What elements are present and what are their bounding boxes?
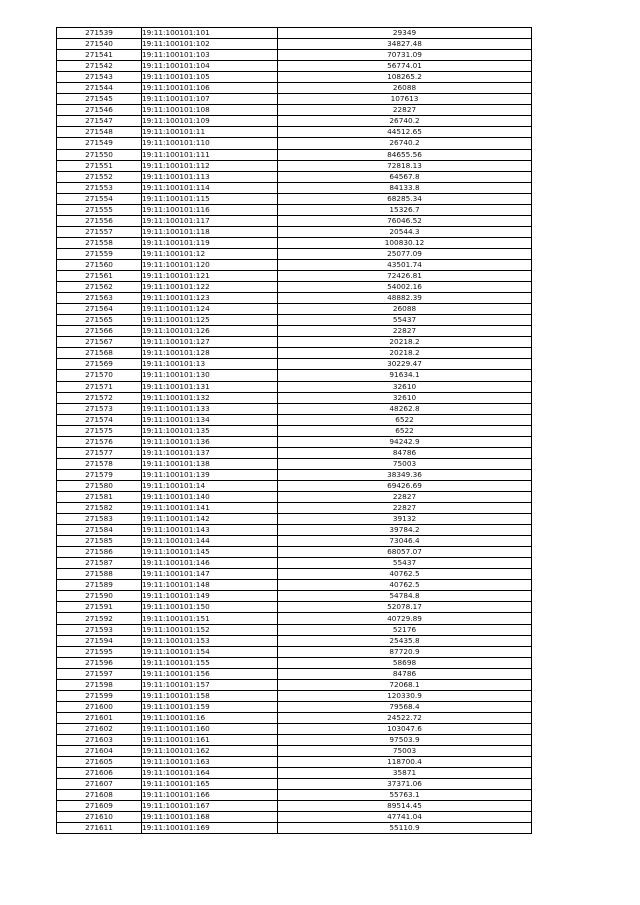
table-row [57, 248, 532, 259]
table-row [57, 337, 532, 348]
value-cell: 44512.65 [278, 127, 532, 138]
table-row [57, 547, 532, 558]
value-cell: 48882.39 [278, 293, 532, 304]
cadastral-number-cell: 19:11:100101:122 [142, 282, 278, 293]
table-row [57, 293, 532, 304]
value-cell: 47741.04 [278, 812, 532, 823]
value-cell: 64567.8 [278, 171, 532, 182]
value-cell: 84133.8 [278, 182, 532, 193]
cadastral-number-cell: 19:11:100101:136 [142, 436, 278, 447]
value-cell: 54784.8 [278, 591, 532, 602]
cadastral-number-cell: 19:11:100101:157 [142, 679, 278, 690]
table-row [57, 613, 532, 624]
table-row [57, 160, 532, 171]
value-cell: 52078.17 [278, 602, 532, 613]
cadastral-number-cell: 19:11:100101:154 [142, 646, 278, 657]
row-id-cell: 271565 [57, 315, 142, 326]
row-id-cell: 271553 [57, 182, 142, 193]
table-row [57, 491, 532, 502]
value-cell: 29349 [278, 28, 532, 39]
value-cell: 55763.1 [278, 790, 532, 801]
row-id-cell: 271582 [57, 503, 142, 514]
cadastral-number-cell: 19:11:100101:102 [142, 39, 278, 50]
value-cell: 25077.09 [278, 248, 532, 259]
value-cell: 55110.9 [278, 823, 532, 834]
cadastral-number-cell: 19:11:100101:155 [142, 657, 278, 668]
row-id-cell: 271579 [57, 469, 142, 480]
value-cell: 70731.09 [278, 50, 532, 61]
table-row [57, 61, 532, 72]
cadastral-number-cell: 19:11:100101:16 [142, 712, 278, 723]
row-id-cell: 271576 [57, 436, 142, 447]
row-id-cell: 271592 [57, 613, 142, 624]
table-row [57, 602, 532, 613]
cadastral-number-cell: 19:11:100101:124 [142, 304, 278, 315]
row-id-cell: 271566 [57, 326, 142, 337]
cadastral-number-cell: 19:11:100101:12 [142, 248, 278, 259]
row-id-cell: 271585 [57, 536, 142, 547]
table-row [57, 282, 532, 293]
value-cell: 37371.06 [278, 779, 532, 790]
table-row [57, 127, 532, 138]
row-id-cell: 271568 [57, 348, 142, 359]
table-row [57, 94, 532, 105]
table-row [57, 801, 532, 812]
table-row [57, 392, 532, 403]
row-id-cell: 271610 [57, 812, 142, 823]
table-row [57, 447, 532, 458]
row-id-cell: 271603 [57, 735, 142, 746]
cadastral-number-cell: 19:11:100101:165 [142, 779, 278, 790]
table-row [57, 359, 532, 370]
row-id-cell: 271596 [57, 657, 142, 668]
row-id-cell: 271550 [57, 149, 142, 160]
cadastral-number-cell: 19:11:100101:161 [142, 735, 278, 746]
row-id-cell: 271575 [57, 425, 142, 436]
cadastral-number-cell: 19:11:100101:114 [142, 182, 278, 193]
row-id-cell: 271557 [57, 226, 142, 237]
cadastral-number-cell: 19:11:100101:121 [142, 271, 278, 282]
table-row [57, 182, 532, 193]
value-cell: 26088 [278, 83, 532, 94]
table-row [57, 315, 532, 326]
value-cell: 94242.9 [278, 436, 532, 447]
cadastral-number-cell: 19:11:100101:117 [142, 215, 278, 226]
cadastral-number-cell: 19:11:100101:130 [142, 370, 278, 381]
value-cell: 73046.4 [278, 536, 532, 547]
row-id-cell: 271608 [57, 790, 142, 801]
value-cell: 30229.47 [278, 359, 532, 370]
cadastral-number-cell: 19:11:100101:120 [142, 259, 278, 270]
value-cell: 39132 [278, 514, 532, 525]
cadastral-number-cell: 19:11:100101:149 [142, 591, 278, 602]
value-cell: 84786 [278, 668, 532, 679]
table-row [57, 138, 532, 149]
table-row [57, 723, 532, 734]
cadastral-number-cell: 19:11:100101:152 [142, 624, 278, 635]
cadastral-number-cell: 19:11:100101:14 [142, 480, 278, 491]
row-id-cell: 271562 [57, 282, 142, 293]
row-id-cell: 271544 [57, 83, 142, 94]
cadastral-number-cell: 19:11:100101:113 [142, 171, 278, 182]
table-row [57, 403, 532, 414]
table-row [57, 536, 532, 547]
cadastral-number-cell: 19:11:100101:153 [142, 635, 278, 646]
row-id-cell: 271569 [57, 359, 142, 370]
table-row [57, 271, 532, 282]
row-id-cell: 271583 [57, 514, 142, 525]
cadastral-number-cell: 19:11:100101:110 [142, 138, 278, 149]
table-row [57, 28, 532, 39]
table-row [57, 569, 532, 580]
cadastral-number-cell: 19:11:100101:127 [142, 337, 278, 348]
cadastral-number-cell: 19:11:100101:144 [142, 536, 278, 547]
value-cell: 6522 [278, 414, 532, 425]
value-cell: 107613 [278, 94, 532, 105]
value-cell: 56774.01 [278, 61, 532, 72]
table-row [57, 105, 532, 116]
cadastral-number-cell: 19:11:100101:131 [142, 381, 278, 392]
row-id-cell: 271564 [57, 304, 142, 315]
value-cell: 35871 [278, 768, 532, 779]
row-id-cell: 271595 [57, 646, 142, 657]
cadastral-number-cell: 19:11:100101:168 [142, 812, 278, 823]
table-row [57, 657, 532, 668]
row-id-cell: 271600 [57, 701, 142, 712]
value-cell: 87720.9 [278, 646, 532, 657]
cadastral-number-cell: 19:11:100101:132 [142, 392, 278, 403]
cadastral-number-cell: 19:11:100101:103 [142, 50, 278, 61]
value-cell: 20218.2 [278, 337, 532, 348]
row-id-cell: 271578 [57, 458, 142, 469]
table-row [57, 735, 532, 746]
table-row [57, 83, 532, 94]
cadastral-number-cell: 19:11:100101:140 [142, 491, 278, 502]
value-cell: 108265.2 [278, 72, 532, 83]
cadastral-number-cell: 19:11:100101:139 [142, 469, 278, 480]
value-cell: 22827 [278, 491, 532, 502]
table-row [57, 480, 532, 491]
table-row [57, 237, 532, 248]
table-row [57, 116, 532, 127]
row-id-cell: 271573 [57, 403, 142, 414]
cadastral-number-cell: 19:11:100101:126 [142, 326, 278, 337]
row-id-cell: 271587 [57, 558, 142, 569]
row-id-cell: 271598 [57, 679, 142, 690]
table-row [57, 171, 532, 182]
cadastral-number-cell: 19:11:100101:141 [142, 503, 278, 514]
cadastral-number-cell: 19:11:100101:115 [142, 193, 278, 204]
cadastral-number-cell: 19:11:100101:147 [142, 569, 278, 580]
cadastral-number-cell: 19:11:100101:112 [142, 160, 278, 171]
table-row [57, 812, 532, 823]
value-cell: 91634.1 [278, 370, 532, 381]
table-row [57, 348, 532, 359]
table-row [57, 149, 532, 160]
value-cell: 89514.45 [278, 801, 532, 812]
row-id-cell: 271586 [57, 547, 142, 558]
cadastral-number-cell: 19:11:100101:158 [142, 690, 278, 701]
table-row [57, 370, 532, 381]
table-row [57, 414, 532, 425]
cadastral-number-cell: 19:11:100101:118 [142, 226, 278, 237]
table-row [57, 215, 532, 226]
table-row [57, 580, 532, 591]
table-row [57, 50, 532, 61]
value-cell: 118700.4 [278, 757, 532, 768]
row-id-cell: 271548 [57, 127, 142, 138]
table-row [57, 823, 532, 834]
row-id-cell: 271539 [57, 28, 142, 39]
table-row [57, 425, 532, 436]
cadastral-number-cell: 19:11:100101:111 [142, 149, 278, 160]
table-row [57, 558, 532, 569]
table-row [57, 514, 532, 525]
value-cell: 15326.7 [278, 204, 532, 215]
row-id-cell: 271591 [57, 602, 142, 613]
row-id-cell: 271594 [57, 635, 142, 646]
row-id-cell: 271541 [57, 50, 142, 61]
cadastral-number-cell: 19:11:100101:119 [142, 237, 278, 248]
cadastral-number-cell: 19:11:100101:167 [142, 801, 278, 812]
value-cell: 54002.16 [278, 282, 532, 293]
row-id-cell: 271545 [57, 94, 142, 105]
table-row [57, 624, 532, 635]
cadastral-number-cell: 19:11:100101:108 [142, 105, 278, 116]
cadastral-number-cell: 19:11:100101:142 [142, 514, 278, 525]
row-id-cell: 271549 [57, 138, 142, 149]
cadastral-number-cell: 19:11:100101:146 [142, 558, 278, 569]
value-cell: 25435.8 [278, 635, 532, 646]
row-id-cell: 271567 [57, 337, 142, 348]
value-cell: 76046.52 [278, 215, 532, 226]
value-cell: 32610 [278, 381, 532, 392]
value-cell: 55437 [278, 315, 532, 326]
row-id-cell: 271574 [57, 414, 142, 425]
cadastral-number-cell: 19:11:100101:143 [142, 525, 278, 536]
table-row [57, 304, 532, 315]
value-cell: 34827.48 [278, 39, 532, 50]
row-id-cell: 271602 [57, 723, 142, 734]
cadastral-number-cell: 19:11:100101:151 [142, 613, 278, 624]
row-id-cell: 271611 [57, 823, 142, 834]
table-row [57, 72, 532, 83]
value-cell: 40762.5 [278, 580, 532, 591]
cadastral-number-cell: 19:11:100101:137 [142, 447, 278, 458]
table-row [57, 503, 532, 514]
table-row [57, 757, 532, 768]
row-id-cell: 271570 [57, 370, 142, 381]
table-row [57, 790, 532, 801]
row-id-cell: 271540 [57, 39, 142, 50]
value-cell: 75003 [278, 458, 532, 469]
row-id-cell: 271607 [57, 779, 142, 790]
value-cell: 43501.74 [278, 259, 532, 270]
cadastral-number-cell: 19:11:100101:159 [142, 701, 278, 712]
row-id-cell: 271601 [57, 712, 142, 723]
table-row [57, 768, 532, 779]
cadastral-number-cell: 19:11:100101:150 [142, 602, 278, 613]
cadastral-number-cell: 19:11:100101:128 [142, 348, 278, 359]
cadastral-number-cell: 19:11:100101:13 [142, 359, 278, 370]
table-row [57, 259, 532, 270]
row-id-cell: 271546 [57, 105, 142, 116]
table-row [57, 39, 532, 50]
value-cell: 84786 [278, 447, 532, 458]
row-id-cell: 271572 [57, 392, 142, 403]
row-id-cell: 271559 [57, 248, 142, 259]
row-id-cell: 271605 [57, 757, 142, 768]
cadastral-number-cell: 19:11:100101:135 [142, 425, 278, 436]
row-id-cell: 271597 [57, 668, 142, 679]
table-row [57, 469, 532, 480]
row-id-cell: 271563 [57, 293, 142, 304]
cadastral-number-cell: 19:11:100101:145 [142, 547, 278, 558]
cadastral-number-cell: 19:11:100101:123 [142, 293, 278, 304]
row-id-cell: 271606 [57, 768, 142, 779]
cadastral-number-cell: 19:11:100101:138 [142, 458, 278, 469]
cadastral-number-cell: 19:11:100101:134 [142, 414, 278, 425]
row-id-cell: 271590 [57, 591, 142, 602]
cadastral-number-cell: 19:11:100101:166 [142, 790, 278, 801]
table-row [57, 746, 532, 757]
row-id-cell: 271554 [57, 193, 142, 204]
value-cell: 20218.2 [278, 348, 532, 359]
row-id-cell: 271555 [57, 204, 142, 215]
row-id-cell: 271580 [57, 480, 142, 491]
table-row [57, 690, 532, 701]
row-id-cell: 271547 [57, 116, 142, 127]
row-id-cell: 271542 [57, 61, 142, 72]
row-id-cell: 271552 [57, 171, 142, 182]
cadastral-number-cell: 19:11:100101:116 [142, 204, 278, 215]
cadastral-number-cell: 19:11:100101:105 [142, 72, 278, 83]
table-row [57, 326, 532, 337]
table-row [57, 635, 532, 646]
row-id-cell: 271577 [57, 447, 142, 458]
value-cell: 75003 [278, 746, 532, 757]
value-cell: 40729.89 [278, 613, 532, 624]
row-id-cell: 271543 [57, 72, 142, 83]
row-id-cell: 271599 [57, 690, 142, 701]
cadastral-number-cell: 19:11:100101:11 [142, 127, 278, 138]
cadastral-number-cell: 19:11:100101:160 [142, 723, 278, 734]
value-cell: 69426.69 [278, 480, 532, 491]
table-row [57, 591, 532, 602]
value-cell: 72818.13 [278, 160, 532, 171]
value-cell: 24522.72 [278, 712, 532, 723]
row-id-cell: 271609 [57, 801, 142, 812]
row-id-cell: 271558 [57, 237, 142, 248]
value-cell: 6522 [278, 425, 532, 436]
cadastral-number-cell: 19:11:100101:101 [142, 28, 278, 39]
value-cell: 32610 [278, 392, 532, 403]
table-row [57, 712, 532, 723]
table-body [57, 28, 532, 834]
value-cell: 58698 [278, 657, 532, 668]
cadastral-number-cell: 19:11:100101:133 [142, 403, 278, 414]
table-row [57, 381, 532, 392]
value-cell: 40762.5 [278, 569, 532, 580]
table-row [57, 679, 532, 690]
row-id-cell: 271584 [57, 525, 142, 536]
value-cell: 26088 [278, 304, 532, 315]
cadastral-number-cell: 19:11:100101:109 [142, 116, 278, 127]
row-id-cell: 271581 [57, 491, 142, 502]
table-row [57, 204, 532, 215]
row-id-cell: 271556 [57, 215, 142, 226]
table-row [57, 458, 532, 469]
value-cell: 84655.56 [278, 149, 532, 160]
row-id-cell: 271560 [57, 259, 142, 270]
value-cell: 39784.2 [278, 525, 532, 536]
row-id-cell: 271588 [57, 569, 142, 580]
value-cell: 68285.34 [278, 193, 532, 204]
value-cell: 120330.9 [278, 690, 532, 701]
cadastral-number-cell: 19:11:100101:162 [142, 746, 278, 757]
table-row [57, 193, 532, 204]
cadastral-value-table [56, 27, 532, 834]
value-cell: 22827 [278, 326, 532, 337]
row-id-cell: 271589 [57, 580, 142, 591]
table-row [57, 646, 532, 657]
value-cell: 72426.81 [278, 271, 532, 282]
row-id-cell: 271561 [57, 271, 142, 282]
row-id-cell: 271571 [57, 381, 142, 392]
table-row [57, 701, 532, 712]
value-cell: 22827 [278, 105, 532, 116]
cadastral-number-cell: 19:11:100101:163 [142, 757, 278, 768]
cadastral-number-cell: 19:11:100101:125 [142, 315, 278, 326]
value-cell: 103047.6 [278, 723, 532, 734]
value-cell: 48262.8 [278, 403, 532, 414]
value-cell: 52176 [278, 624, 532, 635]
value-cell: 26740.2 [278, 138, 532, 149]
cadastral-number-cell: 19:11:100101:104 [142, 61, 278, 72]
cadastral-number-cell: 19:11:100101:106 [142, 83, 278, 94]
value-cell: 20544.3 [278, 226, 532, 237]
cadastral-number-cell: 19:11:100101:169 [142, 823, 278, 834]
value-cell: 79568.4 [278, 701, 532, 712]
row-id-cell: 271604 [57, 746, 142, 757]
table-row [57, 779, 532, 790]
value-cell: 22827 [278, 503, 532, 514]
table-row [57, 525, 532, 536]
row-id-cell: 271551 [57, 160, 142, 171]
cadastral-number-cell: 19:11:100101:148 [142, 580, 278, 591]
row-id-cell: 271593 [57, 624, 142, 635]
table-row [57, 226, 532, 237]
value-cell: 68057.07 [278, 547, 532, 558]
value-cell: 72068.1 [278, 679, 532, 690]
value-cell: 55437 [278, 558, 532, 569]
value-cell: 100830.12 [278, 237, 532, 248]
cadastral-number-cell: 19:11:100101:107 [142, 94, 278, 105]
table-row [57, 436, 532, 447]
value-cell: 26740.2 [278, 116, 532, 127]
value-cell: 97503.9 [278, 735, 532, 746]
table-row [57, 668, 532, 679]
cadastral-number-cell: 19:11:100101:156 [142, 668, 278, 679]
value-cell: 38349.36 [278, 469, 532, 480]
cadastral-number-cell: 19:11:100101:164 [142, 768, 278, 779]
